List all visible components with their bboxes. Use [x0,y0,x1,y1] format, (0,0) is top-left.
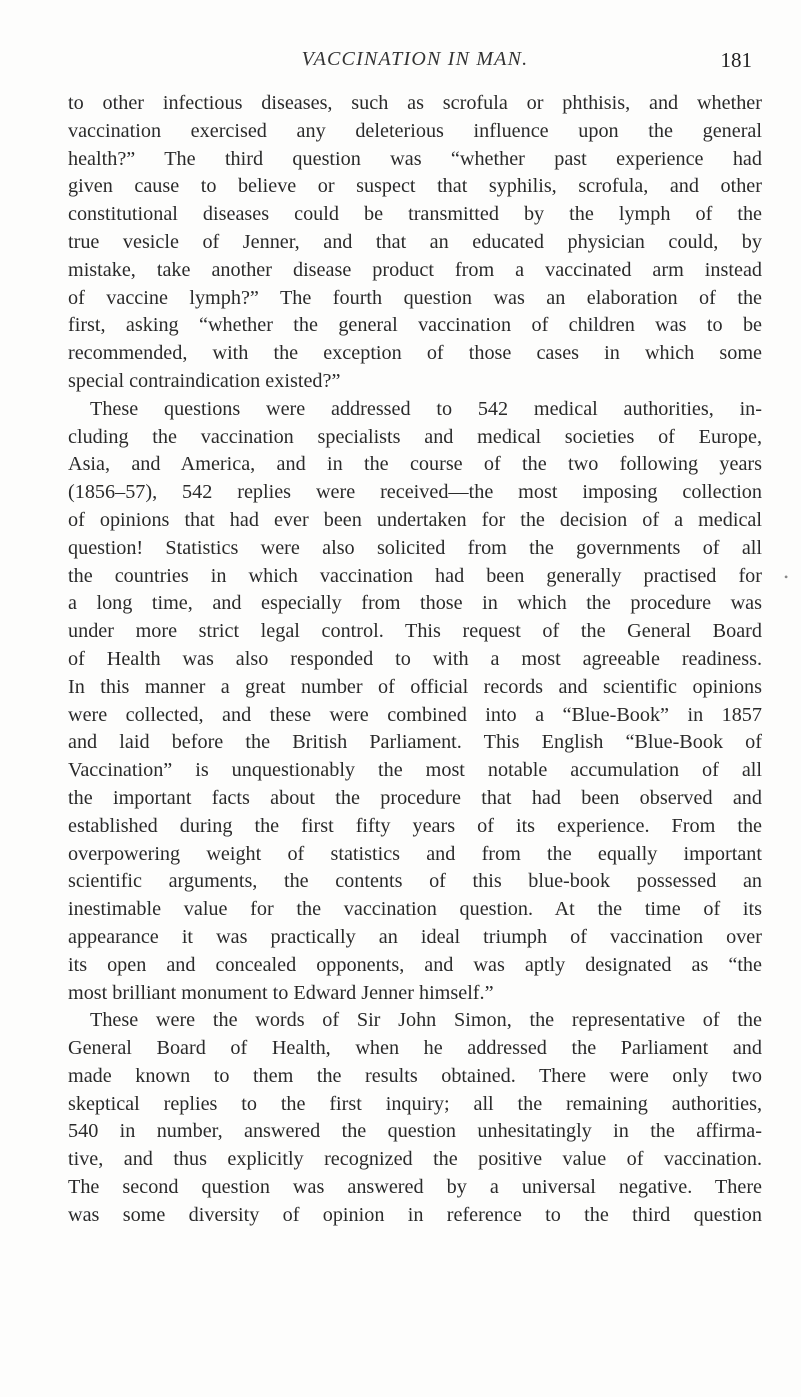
text-line: the important facts about the procedure that had been observed and [68,786,762,809]
text-line: appearance it was practically an ideal triumph of vaccination over [68,925,762,948]
text-line: of Health was also responded to with a most agreeable readiness. [68,647,762,670]
text-line: special contraindication existed?” [68,369,341,392]
text-line: constitutional diseases could be transmitted by the lymph of the [68,203,762,226]
text-line: its open and concealed opponents, and was aptly designated as “the [68,953,762,976]
text-line: Vaccination” is unquestionably the most notable accumulation of all [68,759,762,782]
text-line: scientific arguments, the contents of this blue-book possessed an [68,870,762,893]
paragraph [68,90,762,396]
text-line: 540 in number, answered the question unhesitatingly in the affirma- [68,1120,762,1143]
text-line: was some diversity of opinion in reference to the third question [68,1203,762,1226]
text-line: In this manner a great number of official records and scientific opinions [68,675,762,698]
paragraph [68,1007,762,1229]
text-line: These questions were addressed to 542 medical authorities, in- [90,397,762,420]
text-line: most brilliant monument to Edward Jenner himself.” [68,981,494,1004]
text-line: The second question was answered by a universal negative. There [68,1176,762,1199]
text-line: a long time, and especially from those in which the procedure was [68,592,762,615]
text-line: Asia, and America, and in the course of the two following years [68,453,762,476]
running-head [68,48,762,82]
text-line: mistake, take another disease product from a vaccinated arm instead [68,258,762,281]
running-title: VACCINATION IN MAN. [301,48,529,70]
text-line: cluding the vaccination specialists and medical societies of Europe, [68,425,762,448]
text-line: the countries in which vaccination had been generally practised for [68,564,762,587]
margin-mark: • [784,570,789,584]
text-line: were collected, and these were combined into a “Blue-Book” in 1857 [68,703,762,726]
text-line: General Board of Health, when he addressed the Parliament and [68,1037,762,1060]
text-line: These were the words of Sir John Simon, the representative of the [90,1009,762,1032]
text-line: recommended, with the exception of those cases in which some [68,342,762,365]
text-line: given cause to believe or suspect that syphilis, scrofula, and other [68,175,762,198]
text-line: true vesicle of Jenner, and that an educated physician could, by [68,230,762,253]
text-line: skeptical replies to the first inquiry; all the remaining authorities, [68,1092,762,1115]
text-line: inestimable value for the vaccination question. At the time of its [68,898,762,921]
text-line: of vaccine lymph?” The fourth question was an elaboration of the [68,286,762,309]
text-line: to other infectious diseases, such as scrofula or phthisis, and whether [68,92,762,114]
text-line: tive, and thus explicitly recognized the positive value of vaccination. [68,1148,762,1171]
body-text [68,90,762,1230]
text-line: established during the first fifty years of its experience. From the [68,814,762,837]
page-number: 181 [720,48,752,72]
paragraph [68,396,762,1008]
text-line: health?” The third question was “whether past experience had [68,147,762,170]
text-line: under more strict legal control. This request of the General Board [68,620,762,643]
text-line: of opinions that had ever been undertaken for the decision of a medical [68,508,762,531]
text-line: overpowering weight of statistics and from the equally important [68,842,762,865]
text-line: question! Statistics were also solicited from the governments of all [68,536,762,559]
text-line: vaccination exercised any deleterious influence upon the general [68,119,762,142]
text-line: and laid before the British Parliament. This English “Blue-Book of [68,731,762,754]
text-line: made known to them the results obtained. There were only two [68,1064,762,1087]
text-line: (1856–57), 542 replies were received—the most imposing collection [68,481,762,504]
text-line: first, asking “whether the general vaccination of children was to be [68,314,762,337]
